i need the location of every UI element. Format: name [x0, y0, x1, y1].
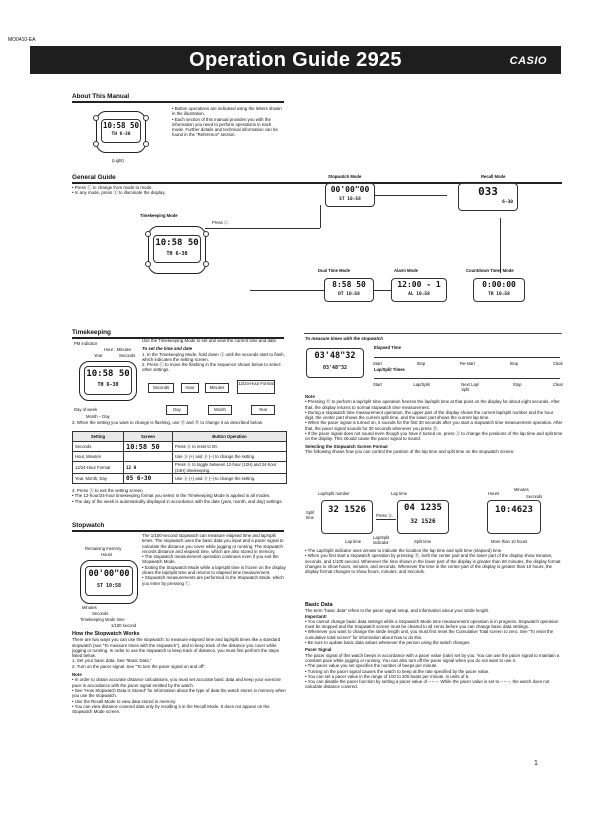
- settings-table: [72, 431, 287, 484]
- format-heading: Selecting the Stopwatch Screen Format: [305, 443, 388, 449]
- after-line: • The day of the week is automatically displayed in accordance with the date (year, month, and day) settings.: [72, 498, 283, 504]
- minutes-label: Minutes: [82, 605, 97, 610]
- basic-text: The term “basic data” refers to the pacer signal setup, and information about your stride length.: [305, 608, 490, 614]
- lcd-sub: DT 10:58: [338, 292, 360, 297]
- seconds-label: Seconds: [92, 611, 109, 616]
- tk-time-label: Timekeeping Mode time: [80, 617, 125, 622]
- how-text: There are two ways you can use the stopwatch: to measure elapsed time and lap/split times like a standard stopwatch (see “To measure times with the stopwatch”), and to keep track of the distance you cover while jogging or running. In order to use the stopwatch to keep track of distance, you must first perform the steps listed below.: [72, 637, 281, 659]
- elapsed-steps: [373, 361, 563, 366]
- lcd-main: 10:58 50: [86, 369, 130, 379]
- mode-label-alarm: Alarm Mode: [394, 268, 418, 273]
- page-title: Operation Guide 2925: [189, 49, 402, 71]
- cell-setting: Seconds: [73, 442, 124, 452]
- remaining-memory-label: Remaining memory: [85, 546, 122, 551]
- step-label: Start: [373, 361, 382, 366]
- format-note: • The Lap/Split indicator uses arrows to indicate the location the lap time and split time (elapsed) time.: [305, 548, 503, 553]
- lcd-main: 12:00 - 1: [397, 280, 441, 289]
- section-rule: [72, 101, 284, 103]
- intro-line: • Stopwatch measurements are performed in the Stopwatch Mode, which you enter by pressing Ⓒ.: [142, 575, 284, 586]
- step-label: Start: [373, 382, 382, 387]
- important-item: • Be sure to update basic data values whenever the person using the watch changes.: [305, 640, 471, 646]
- stopwatch-watch: [80, 560, 138, 604]
- seconds-label: Seconds: [119, 353, 136, 358]
- watch-alarm: [391, 278, 447, 302]
- seq-year: Year: [251, 405, 275, 415]
- format-watch-1: [321, 500, 373, 534]
- cell-setting: Hour, Minutes: [73, 452, 124, 462]
- cell-screen: 05 6-30: [124, 474, 173, 484]
- measure-heading: To measure times with the stopwatch: [305, 336, 383, 341]
- stopwatch-intro: [142, 533, 288, 586]
- mode-label-recall: Recall Mode: [481, 174, 506, 179]
- timekeeping-intro: [142, 338, 288, 373]
- measure-watch: [306, 348, 364, 378]
- cell-setting: Year, Month, Day: [73, 474, 124, 484]
- split-time-label: Split time: [306, 510, 315, 520]
- col-screen: Screen: [124, 432, 173, 442]
- section-rule: [72, 530, 284, 532]
- note-line: • Pressing Ⓑ to perform a lap/split time operation freezes the lap/split time at that point on the display for about eight seconds. After that, the display returns to normal stopwatch time measurement.: [305, 399, 560, 410]
- button-d-icon: [203, 261, 209, 267]
- seq-hour: Hour: [181, 383, 199, 393]
- watch-recall: [458, 183, 518, 211]
- step-label: Clear: [552, 361, 563, 366]
- timekeeping-watch: [79, 361, 137, 401]
- note-heading: Note: [72, 672, 82, 678]
- section-rule: [304, 333, 562, 334]
- lcd-sub: 03'48"32: [322, 365, 348, 371]
- month-day-label: Month – Day: [86, 414, 110, 419]
- page-number: 1: [534, 760, 538, 767]
- note-line: • Use the Recall Mode to view data stored in memory.: [72, 698, 177, 704]
- cell-op: Press Ⓓ to reset to 00.: [173, 442, 287, 452]
- about-bullet: • Each section of this manual provides you with the information you need to perform operations in each mode. Further details and technical information can be found in the “Reference” section.: [172, 116, 278, 138]
- general-bullet: • In any mode, press Ⓛ to illuminate the display.: [72, 190, 166, 196]
- intro-line: • Exiting the Stopwatch Mode while a lap/split time is frozen on the display clears the lap/split time and returns to elapsed time measurement.: [142, 564, 286, 576]
- press-c-label: Press Ⓒ.: [212, 220, 230, 225]
- after-line: • The 12-hour/24-hour timekeeping format you select in the Timekeeping Mode is applied in all modes.: [72, 493, 271, 499]
- format-text: The following shows how you can control the position of the lap time and split time on the stopwatch screen.: [305, 448, 515, 454]
- lcd-main: 0:00:00: [482, 280, 516, 289]
- step-label: Stop: [416, 361, 426, 366]
- button-a-icon: [203, 231, 209, 237]
- light-label: (Light): [112, 158, 124, 163]
- step-label: Lap/Split: [413, 382, 430, 387]
- basic-heading: Basic Data: [305, 602, 333, 608]
- seq-month: Month: [208, 405, 232, 415]
- note-line: • In order to obtain accurate distance calculations, you must set accurate basic data and keep your exercise pace in accordance with the pacer signal emitted by the watch.: [72, 677, 281, 688]
- seq-format: 12/24-Hour Format: [237, 380, 275, 394]
- lcd-main: 10:4623: [495, 505, 533, 515]
- about-lcd-main: 10:58 50: [102, 121, 140, 130]
- hour-minutes-label: Hour : Minutes: [104, 347, 132, 352]
- note-heading: Note: [305, 394, 315, 399]
- step3-text: 3. When the setting you want to change is flashing, use Ⓓ and Ⓑ to change it as described below.: [72, 420, 263, 425]
- about-text: [172, 106, 284, 138]
- after-line: 4. Press Ⓐ to exit the setting screen.: [72, 488, 144, 493]
- seq-day: Day: [166, 405, 188, 415]
- day-of-week-label: Day of week: [74, 407, 98, 412]
- note-line: • You can view distance covered data only by recalling it in the Recall Mode. It does not appear on the Stopwatch Mode screen.: [72, 703, 270, 715]
- press-a-label: Press Ⓐ.: [376, 513, 394, 518]
- table-row: [73, 474, 287, 484]
- lap-time-label-2: Lap time: [345, 539, 362, 544]
- watch-dualtime: [324, 278, 374, 302]
- pacer-item: • Turning on the pacer signal causes the watch to beep at the rate specified by the pacer value.: [305, 668, 490, 674]
- lapsplit-title: Lap/Split Times: [374, 367, 405, 372]
- minutes-label: Minutes: [514, 487, 529, 492]
- table-row: [73, 462, 287, 474]
- brand-logo: CASIO: [509, 55, 547, 67]
- flow-arrow: [374, 378, 560, 379]
- lcd-main: 10:58 50: [155, 238, 199, 248]
- measure-notes: [305, 394, 563, 454]
- split-time-label-2: Split time: [414, 539, 432, 544]
- about-watch-illustration: [96, 111, 146, 153]
- note-line: • See “How Stopwatch Data is Stored” for information about the type of data the watch stores in memory when you use the stopwatch.: [72, 687, 286, 699]
- step-label: Stop: [509, 361, 519, 366]
- important-item: • You cannot change basic data settings while a Stopwatch Mode time measurement operation is in progress. Stopwatch operation must be stopped and the Stopwatch screen must be cleared to all zeros before you can change basic data settings.: [305, 618, 559, 630]
- set-step: 1. In the Timekeeping Mode, hold down Ⓐ until the seconds start to flash, which indicates the setting screen.: [142, 351, 285, 362]
- flow-arrow: [374, 357, 560, 358]
- pacer-heading: Pacer Signal: [305, 647, 332, 653]
- important-heading: Important!: [305, 613, 327, 619]
- timekeeping-heading: Timekeeping: [72, 329, 111, 336]
- pm-indicator-label: PM indicator: [74, 341, 98, 346]
- lcd-main: 00'00"00: [330, 185, 370, 194]
- lcd-main: 03'48"32: [314, 351, 356, 361]
- format-notes: [305, 548, 563, 574]
- elapsed-title: Elapsed Time: [374, 345, 401, 350]
- seconds-label: Seconds: [526, 494, 543, 499]
- button-d-icon: [143, 141, 149, 147]
- about-heading: About This Manual: [72, 93, 130, 100]
- lcd-sub: AL 10:58: [408, 292, 430, 297]
- more-than-10-hours-label: More than 10 hours: [491, 539, 528, 544]
- timekeeping-after: [72, 488, 287, 504]
- about-lcd-sub: TH 6-30: [111, 132, 131, 137]
- note-line: • During a stopwatch time measurement operation, the upper part of the display shows the current lap/split number and the hour digit, the center part shows the current split time, and the lower part shows the current lap time.: [305, 409, 554, 421]
- table-row: [73, 452, 287, 462]
- cell-screen: 10:58 50: [124, 442, 173, 452]
- cell-screen: [124, 452, 173, 462]
- table-row: [73, 442, 287, 452]
- stopwatch-heading: Stopwatch: [72, 522, 105, 529]
- lcd-main: 32 1526: [328, 505, 366, 515]
- intro-line: The 1/100-second stopwatch can measure elapsed time and lap/split times. The stopwatch uses the basic data you input and a pacer signal to calculate the distance you cover while jogging or running. The stopwatch records distance and elapsed time, which are also stored in memory.: [142, 533, 284, 554]
- flow-arrow: [320, 205, 321, 228]
- button-a-icon: [143, 115, 149, 121]
- flow-arrow: [500, 218, 501, 273]
- lapsplit-indicator-label: Lap/Split indicator: [373, 535, 390, 545]
- general-text: [72, 185, 272, 196]
- title-banner: [30, 46, 561, 74]
- format-watch-2: [397, 500, 449, 534]
- lcd-main: 04 1235: [404, 503, 442, 513]
- how-heading: How the Stopwatch Works: [72, 631, 140, 637]
- note-line: • When the pacer signal is turned on, it sounds for the first 30 seconds after you start a stopwatch time measurement operation. After that, the pacer signal sounds for 30 seconds whenever you press Ⓓ.: [305, 420, 563, 431]
- lcd-sub: TR 10:58: [488, 292, 510, 297]
- general-bullet: • Press Ⓒ to change from mode to mode.: [72, 185, 153, 190]
- how-step: 1. Set your basic data. See “Basic Data.”: [72, 658, 152, 664]
- about-bullet: • Button operations are indicated using the letters shown in the illustration.: [172, 106, 282, 117]
- flow-arrow: [205, 228, 320, 229]
- col-operation: Button Operation: [173, 432, 287, 442]
- set-time-heading: To set the time and date: [142, 346, 193, 352]
- format-note: • When you first start a stopwatch operation by pressing Ⓓ, both the center part and the lower part of the display show minutes, seconds, and 1/100 second. Whenever the time shown in the lower part of the display is greater than 60 minutes, the display format changes to show hours, minutes, and seconds. Whenever the time in the center part of the display is greater than 10 hours, the display format changes to show hours, minutes, and seconds.: [305, 553, 561, 575]
- cell-setting: 12/24-Hour Format: [73, 462, 124, 474]
- button-c-icon: [145, 261, 151, 267]
- lcd-main: 033: [478, 185, 498, 198]
- step-label: Re-start: [459, 361, 475, 366]
- year-label: Year: [94, 353, 103, 358]
- flow-arrow: [372, 195, 447, 196]
- pacer-item: • You can disable the pacer function by setting a pacer value of – – –. While the pacer value is set to – – –, the watch does not calculate distance covered.: [305, 679, 550, 690]
- cell-op: Use Ⓓ (+) and Ⓑ (–) to change the setting.: [173, 474, 287, 484]
- lap-time-label: Lap time: [391, 491, 408, 496]
- mode-label-dualtime: Dual Time Mode: [318, 268, 351, 273]
- button-l-icon: [93, 115, 99, 121]
- flow-arrow: [376, 519, 396, 520]
- step-label: Next Lap/ Split: [461, 382, 480, 392]
- lcd-main: 8:58 50: [332, 280, 366, 289]
- seq-minutes: Minutes: [205, 383, 229, 393]
- step-label: Stop: [512, 382, 522, 387]
- lcd-sub: 32 1526: [410, 518, 436, 525]
- pacer-text: The pacer signal of this watch beeps in accordance with a pacer value (rate) set by you. You can use the pacer signal to maintain a constant pace while jogging or running. You can also turn off the pacer signal when you do not want to use it.: [305, 652, 560, 663]
- lcd-sub: ST 10:58: [339, 197, 361, 202]
- mode-label-stopwatch: Stopwatch Mode: [328, 174, 362, 179]
- how-step: 2. Turn on the pacer signal. See “To turn the pacer signal on and off”.: [72, 663, 206, 669]
- watch-countdown: [473, 278, 525, 302]
- button-c-icon: [93, 141, 99, 147]
- note-line: • If the pacer signal does not sound even though you have it turned on, press Ⓐ to change the positions of the lap time and split time on the display. This should cause the pacer signal to sound.: [305, 431, 563, 442]
- button-l-icon: [145, 231, 151, 237]
- basic-data-section: [305, 603, 563, 690]
- lcd-sub: ST 10:58: [96, 583, 122, 589]
- mode-label-timekeeping: Timekeeping Mode: [140, 213, 178, 218]
- hours-label: Hours: [488, 491, 500, 496]
- lapsplit-steps: [373, 382, 563, 392]
- general-heading: General Guide: [72, 174, 116, 181]
- cell-screen: 12 H: [124, 462, 173, 474]
- lcd-sub: TH 6-30: [166, 251, 188, 257]
- seq-seconds: Seconds: [148, 383, 174, 393]
- intro-line: • The stopwatch measurement operation continues even if you exit the Stopwatch Mode.: [142, 554, 279, 565]
- pacer-item: • The pacer value you set specifies the number of beeps per minute.: [305, 663, 438, 669]
- lcd-main: 00'00"00: [88, 569, 130, 579]
- lcd-sub: 6-30: [502, 200, 513, 205]
- hours-label: Hours: [101, 552, 113, 557]
- step-label: Clear: [552, 382, 563, 387]
- pacer-item: • You can set a pacer value in the range of 100 to 200 beats per minute, in units of 5.: [305, 673, 470, 679]
- about-lcd: [101, 119, 141, 143]
- lap-split-number-label: Lap/Split number: [318, 491, 350, 496]
- cell-op: Use Ⓓ (+) and Ⓑ (–) to change the setting.: [173, 452, 287, 462]
- lcd-sub: TH 6-30: [97, 382, 119, 388]
- watch-timekeeping: [148, 226, 206, 274]
- set-step: 2. Press Ⓒ to move the flashing in the sequence shown below to select other settings.: [142, 362, 281, 373]
- cell-op: Press Ⓓ to toggle between 12-hour (12H) and 24-hour (24H) timekeeping.: [173, 462, 287, 474]
- timekeeping-intro-text: Use the Timekeeping Mode to set and view the current time and date.: [142, 338, 278, 343]
- how-stopwatch-works: [72, 632, 287, 714]
- important-item: • Whenever you want to change the stride length unit, you must first reset the Cumulative Total screen to zero. See “To reset the cumulative total screen” for information about how to do this.: [305, 629, 554, 640]
- watch-stopwatch: [325, 183, 375, 207]
- col-setting: Setting: [73, 432, 124, 442]
- document-code: MO0410-EA: [8, 37, 36, 43]
- hundredth-label: 1/100 second: [111, 623, 137, 628]
- mode-label-countdown: Countdown Timer Mode: [466, 268, 514, 273]
- format-watch-3: [487, 500, 541, 534]
